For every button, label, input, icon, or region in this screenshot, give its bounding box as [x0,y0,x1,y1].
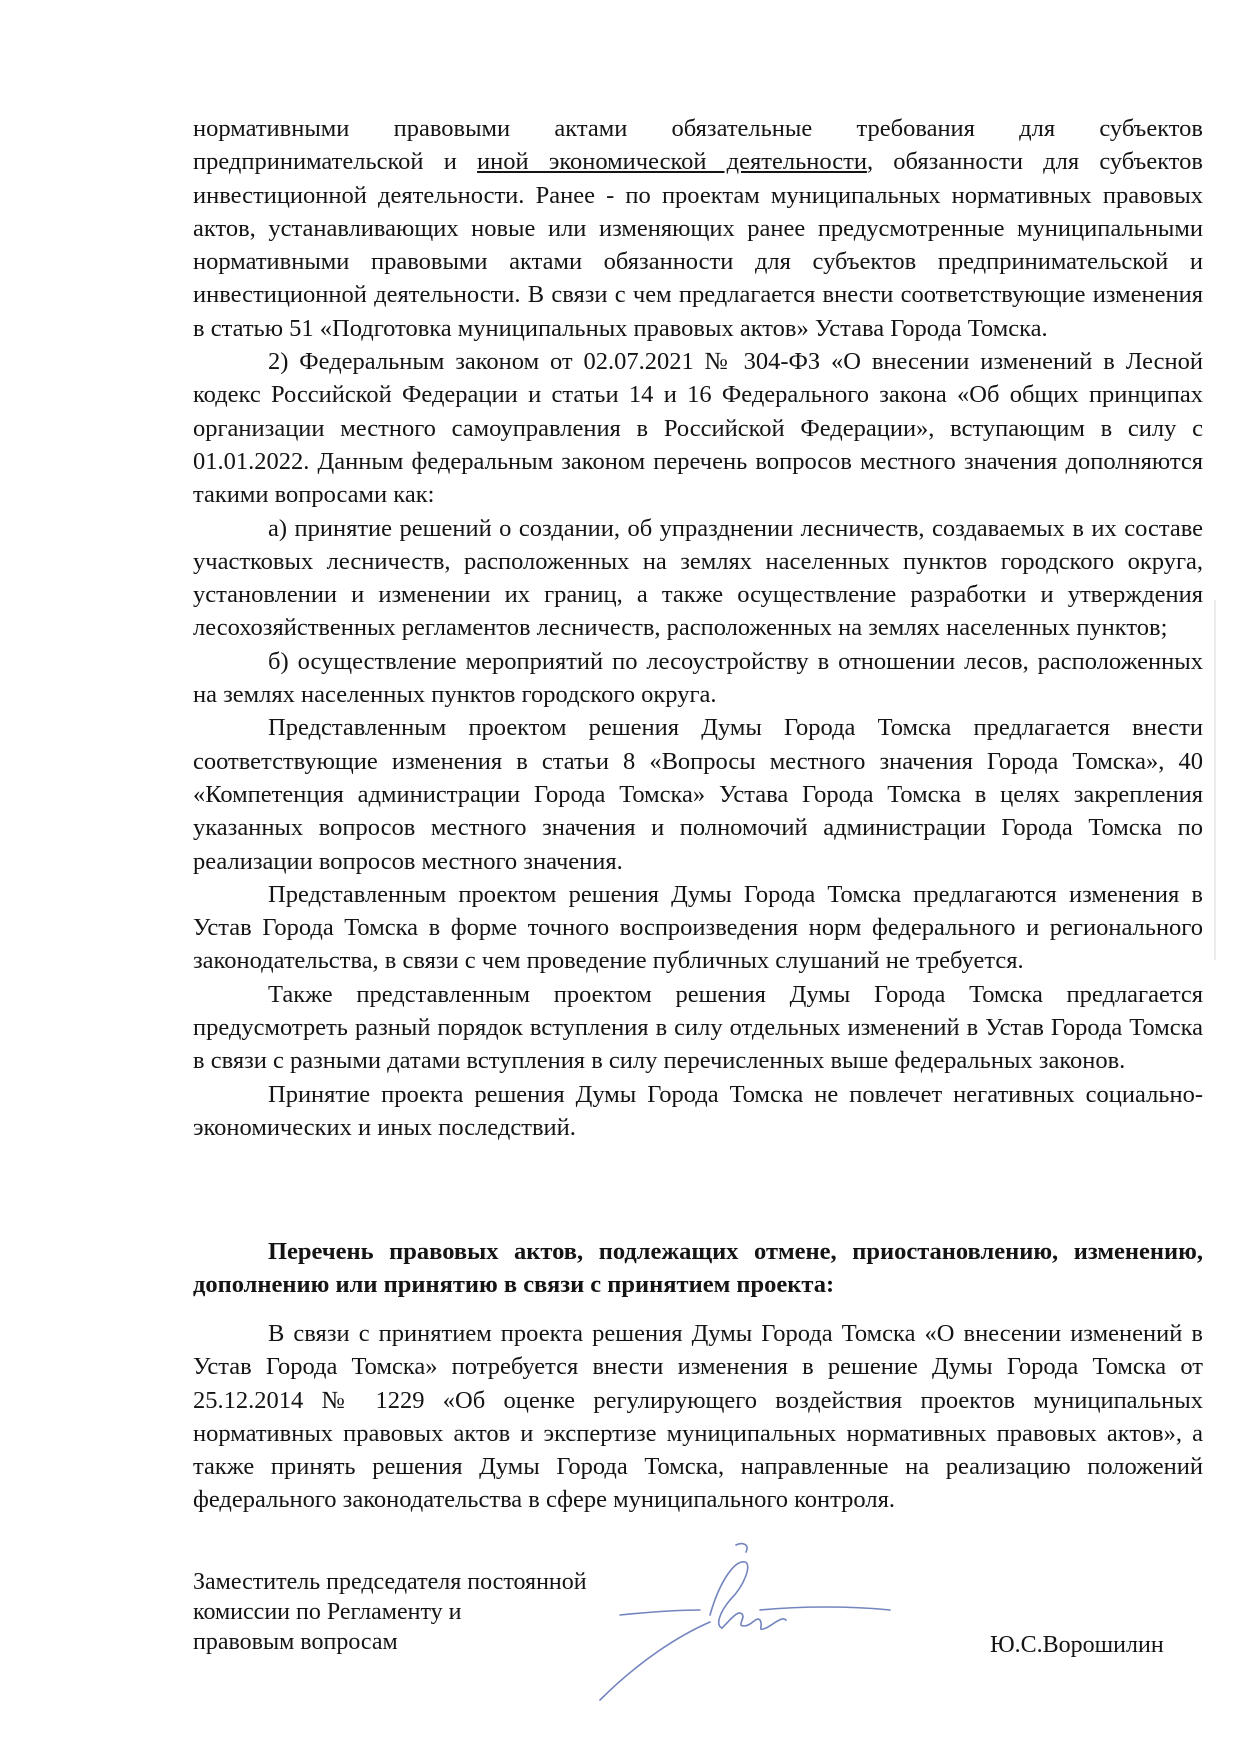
paragraph-5: Представленным проектом решения Думы Города Томска предлагается внести соответствующие изменения в статьи 8 «Вопросы местного значения Города Томска», 40 «Компетенция администрации Города Томска» Устава Города Томска в целях закрепления указанных вопросов местного значения и полномочий администрации Города Томска по реализации вопросов местного значения. [193,714,1203,875]
final-section [193,1317,1203,1517]
list-item-a: а) принятие решений о создании, об упразднении лесничеств, создаваемых в их составе участковых лесничеств, расположенных на землях населенных пунктов городского округа, установлении и изменении их границ, а также осуществление разработки и утверждения лесохозяйственных регламентов лесничеств, расположенных на землях населенных пунктов; [193,514,1203,642]
signer-title-line-1: Заместитель председателя постоянной [193,1569,587,1595]
signer-name: Ю.С.Ворошилин [990,1632,1164,1658]
scan-margin-line [1214,600,1216,960]
paragraph-1-start: нормативными правовыми актами обязательные требования для субъектов предпринимательской и [193,115,1203,176]
signer-title-line-2: комиссии по Регламенту и [193,1599,462,1625]
list-item-b: б) осуществление мероприятий по лесоустройству в отношении лесов, расположенных на землях населенных пунктов городского округа. [193,647,1203,709]
handwritten-signature [560,1540,940,1710]
paragraph-7: Также представленным проектом решения Думы Города Томска предлагается предусмотреть разный порядок вступления в силу отдельных изменений в Устав Города Томска в связи с разными датами вступления в силу перечисленных выше федеральных законов. [193,980,1203,1075]
paragraph-1-end: , обязанности для субъектов инвестиционной деятельности. Ранее - по проектам муниципальных нормативных правовых актов, устанавливающих новые или изменяющих ранее предусмотренные муниципальными нормативными правовыми актами обязанности для субъектов предпринимательской и инвестиционной деятельности. В связи с чем предлагается внести соответствующие изменения в статью 51 «Подготовка муниципальных правовых актов» Устава Города Томска. [193,148,1203,342]
paragraph-1 [193,112,1203,345]
signer-title-line-3: правовым вопросам [193,1629,398,1655]
document-body [193,112,1203,1144]
paragraph-8: Принятие проекта решения Думы Города Томска не повлечет негативных социально-экономических и иных последствий. [193,1080,1203,1141]
underlined-phrase: иной экономической деятельности [477,148,867,176]
paragraph-6: Представленным проектом решения Думы Города Томска предлагаются изменения в Устав Города Томска в форме точного воспроизведения норм федерального и регионального законодательства, в связи с чем проведение публичных слушаний не требуется. [193,880,1203,975]
paragraph-2: 2) Федеральным законом от 02.07.2021 № 304-ФЗ «О внесении изменений в Лесной кодекс Российской Федерации и статьи 14 и 16 Федерального закона «Об общих принципах организации местного самоуправления в Российской Федерации», вступающим в силу с 01.01.2022. Данным федеральным законом перечень вопросов местного значения дополняются такими вопросами как: [193,348,1203,509]
final-paragraph: В связи с принятием проекта решения Думы Города Томска «О внесении изменений в Устав Города Томска» потребуется внести изменения в решение Думы Города Томска от 25.12.2014 № 1229 «Об оценке регулирующего воздействия проектов муниципальных нормативных правовых актов и экспертизе муниципальных нормативных правовых актов», а также принять решения Думы Города Томска, направленные на реализацию положений федерального законодательства в сфере муниципального контроля. [193,1320,1203,1514]
section-heading: Перечень правовых актов, подлежащих отмене, приостановлению, изменению, дополнению или принятию в связи с принятием проекта: [193,1238,1203,1298]
